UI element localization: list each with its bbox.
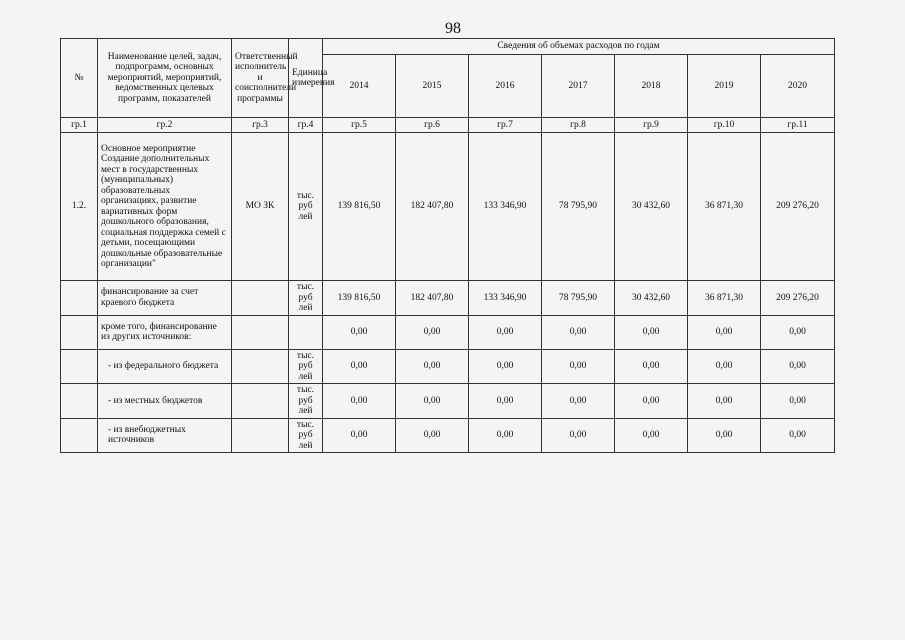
row-value: 0,00 — [761, 418, 835, 453]
row-name: финансирование за счет краевого бюджета — [98, 281, 232, 316]
row-value: 78 795,90 — [542, 133, 615, 281]
row-value: 30 432,60 — [615, 281, 688, 316]
column-number: гр.8 — [542, 118, 615, 133]
row-value: 0,00 — [396, 315, 469, 349]
table-row — [61, 281, 835, 316]
row-value: 0,00 — [469, 384, 542, 419]
row-value: 133 346,90 — [469, 133, 542, 281]
header-expenses-title: Сведения об объемах расходов по годам — [323, 39, 835, 55]
row-value: 0,00 — [469, 349, 542, 384]
table-row — [61, 349, 835, 384]
row-value: 0,00 — [542, 418, 615, 453]
header-year: 2019 — [688, 55, 761, 118]
header-year: 2016 — [469, 55, 542, 118]
row-name: - из федерального бюджета — [98, 349, 232, 384]
row-no — [61, 349, 98, 384]
row-value: 0,00 — [688, 349, 761, 384]
row-value: 0,00 — [323, 384, 396, 419]
row-value: 209 276,20 — [761, 281, 835, 316]
header-year: 2014 — [323, 55, 396, 118]
row-value: 182 407,80 — [396, 281, 469, 316]
column-number: гр.7 — [469, 118, 542, 133]
row-no — [61, 281, 98, 316]
row-no — [61, 315, 98, 349]
row-value: 0,00 — [688, 315, 761, 349]
row-value: 133 346,90 — [469, 281, 542, 316]
row-value: 0,00 — [396, 418, 469, 453]
row-value: 0,00 — [615, 349, 688, 384]
table-row — [61, 315, 835, 349]
row-value: 0,00 — [323, 349, 396, 384]
header-name: Наименование целей, задач, подпрограмм, основных мероприятий, мероприятий, ведомственных целевых программ, показателей — [98, 39, 232, 118]
row-value: 0,00 — [761, 384, 835, 419]
row-value: 36 871,30 — [688, 133, 761, 281]
row-unit: тыс. руб лей — [289, 349, 323, 384]
row-value: 0,00 — [761, 315, 835, 349]
row-name: - из местных бюджетов — [98, 384, 232, 419]
header-year: 2015 — [396, 55, 469, 118]
row-no — [61, 418, 98, 453]
row-responsible — [232, 281, 289, 316]
row-value: 0,00 — [761, 349, 835, 384]
row-value: 0,00 — [688, 384, 761, 419]
row-value: 0,00 — [469, 315, 542, 349]
row-name: - из внебюджетных источников — [98, 418, 232, 453]
row-responsible — [232, 315, 289, 349]
header-unit: Единица измерения — [289, 39, 323, 118]
table-row — [61, 133, 835, 281]
row-responsible — [232, 349, 289, 384]
row-value: 0,00 — [323, 418, 396, 453]
column-numbers-row — [61, 118, 835, 133]
row-value: 78 795,90 — [542, 281, 615, 316]
header-year: 2017 — [542, 55, 615, 118]
header-responsible: Ответственный исполнитель и соисполнители программы — [232, 39, 289, 118]
header-year: 2018 — [615, 55, 688, 118]
row-value: 0,00 — [542, 384, 615, 419]
page-number: 98 — [445, 20, 461, 37]
expenses-table — [60, 38, 835, 453]
header-row — [61, 39, 835, 55]
header-year: 2020 — [761, 55, 835, 118]
column-number: гр.9 — [615, 118, 688, 133]
row-name: кроме того, финансирование из других источников: — [98, 315, 232, 349]
row-value: 0,00 — [396, 384, 469, 419]
row-unit: тыс. руб лей — [289, 281, 323, 316]
row-value: 0,00 — [615, 384, 688, 419]
row-value: 139 816,50 — [323, 281, 396, 316]
row-unit: тыс. руб лей — [289, 418, 323, 453]
row-responsible: МО ЗК — [232, 133, 289, 281]
row-value: 0,00 — [688, 418, 761, 453]
table-row — [61, 384, 835, 419]
table-row — [61, 418, 835, 453]
row-value: 0,00 — [615, 315, 688, 349]
row-value: 0,00 — [615, 418, 688, 453]
row-value: 209 276,20 — [761, 133, 835, 281]
column-number: гр.5 — [323, 118, 396, 133]
column-number: гр.10 — [688, 118, 761, 133]
column-number: гр.6 — [396, 118, 469, 133]
column-number: гр.4 — [289, 118, 323, 133]
row-value: 182 407,80 — [396, 133, 469, 281]
row-value: 0,00 — [469, 418, 542, 453]
row-no: 1.2. — [61, 133, 98, 281]
row-unit: тыс. руб лей — [289, 133, 323, 281]
column-number: гр.1 — [61, 118, 98, 133]
column-number: гр.3 — [232, 118, 289, 133]
row-value: 30 432,60 — [615, 133, 688, 281]
row-unit — [289, 315, 323, 349]
row-name: Основное мероприятие Создание дополнительных мест в государственных (муниципальных) образовательных организациях, развитие вариативных форм дошкольного образования, социальная поддержка семей с детьми, посещающими дошкольные образовательные организации" — [98, 133, 232, 281]
row-value: 0,00 — [323, 315, 396, 349]
column-number: гр.11 — [761, 118, 835, 133]
row-value: 139 816,50 — [323, 133, 396, 281]
row-value: 36 871,30 — [688, 281, 761, 316]
column-number: гр.2 — [98, 118, 232, 133]
header-no: № — [61, 39, 98, 118]
row-unit: тыс. руб лей — [289, 384, 323, 419]
row-value: 0,00 — [542, 315, 615, 349]
row-value: 0,00 — [396, 349, 469, 384]
row-value: 0,00 — [542, 349, 615, 384]
row-responsible — [232, 384, 289, 419]
row-responsible — [232, 418, 289, 453]
row-no — [61, 384, 98, 419]
